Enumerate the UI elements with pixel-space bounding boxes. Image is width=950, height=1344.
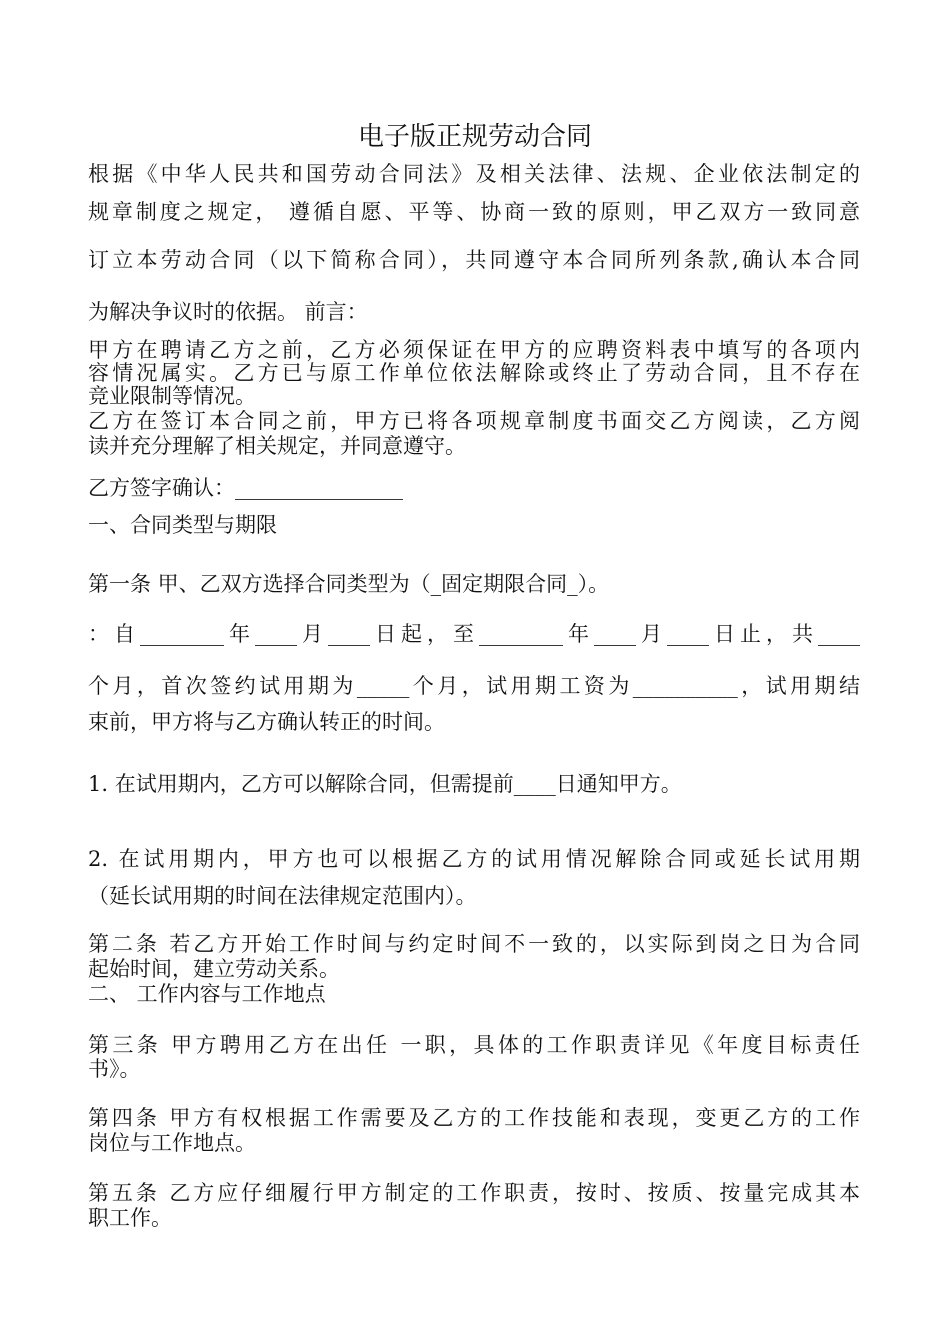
text-line: 个月，首次签约试用期为_____个月，试用期工资为__________，试用期结 — [88, 674, 860, 698]
text-line: 规章制度之规定， 遵循自愿、平等、协商一致的原则，甲乙双方一致同意 — [88, 200, 860, 224]
document-title: 电子版正规劳动合同 — [357, 122, 592, 152]
text-line: 根据《中华人民共和国劳动合同法》及相关法律、法规、企业依法制定的 — [88, 162, 860, 186]
section-heading: 二、 工作内容与工作地点 — [88, 982, 326, 1006]
clause-text: 第一条 甲、乙双方选择合同类型为（_固定期限合同_）。 — [88, 572, 610, 596]
text-line: ：自________年____月____日起，至________年____月____日止，共____ — [88, 622, 860, 646]
text-line: 职工作。 — [88, 1206, 172, 1230]
text-line: （延长试用期的时间在法律规定范围内）。 — [88, 884, 477, 908]
text-line: 起始时间，建立劳动关系。 — [88, 957, 340, 981]
text-line: 甲方在聘请乙方之前，乙方必须保证在甲方的应聘资料表中填写的各项内 — [88, 338, 860, 362]
text-line: 读并充分理解了相关规定，并同意遵守。 — [88, 434, 466, 458]
signature-line: 乙方签字确认：________________ — [88, 476, 403, 500]
text-line: 岗位与工作地点。 — [88, 1131, 256, 1155]
text-line: 订立本劳动合同（以下简称合同），共同遵守本合同所列条款,确认本合同 — [88, 248, 860, 272]
text-line: 书》。 — [88, 1057, 141, 1081]
list-item: 2. 在试用期内，甲方也可以根据乙方的试用情况解除合同或延长试用期 — [88, 847, 860, 871]
list-item: 1. 在试用期内，乙方可以解除合同，但需提前____日通知甲方。 — [88, 772, 682, 796]
clause-text: 第四条 甲方有权根据工作需要及乙方的工作技能和表现，变更乙方的工作 — [88, 1106, 860, 1130]
text-line: 为解决争议时的依据。 前言： — [88, 300, 368, 324]
section-heading: 一、合同类型与期限 — [88, 513, 277, 537]
text-line: 竞业限制等情况。 — [88, 384, 256, 408]
clause-text: 第二条 若乙方开始工作时间与约定时间不一致的，以实际到岗之日为合同 — [88, 932, 860, 956]
clause-text: 第三条 甲方聘用乙方在出任 一职，具体的工作职责详见《年度目标责任 — [88, 1033, 860, 1057]
text-line: 容情况属实。乙方已与原工作单位依法解除或终止了劳动合同，且不存在 — [88, 361, 860, 385]
clause-text: 第五条 乙方应仔细履行甲方制定的工作职责，按时、按质、按量完成其本 — [88, 1181, 860, 1205]
text-line: 束前，甲方将与乙方确认转正的时间。 — [88, 710, 445, 734]
text-line: 乙方在签订本合同之前，甲方已将各项规章制度书面交乙方阅读，乙方阅 — [88, 409, 860, 433]
